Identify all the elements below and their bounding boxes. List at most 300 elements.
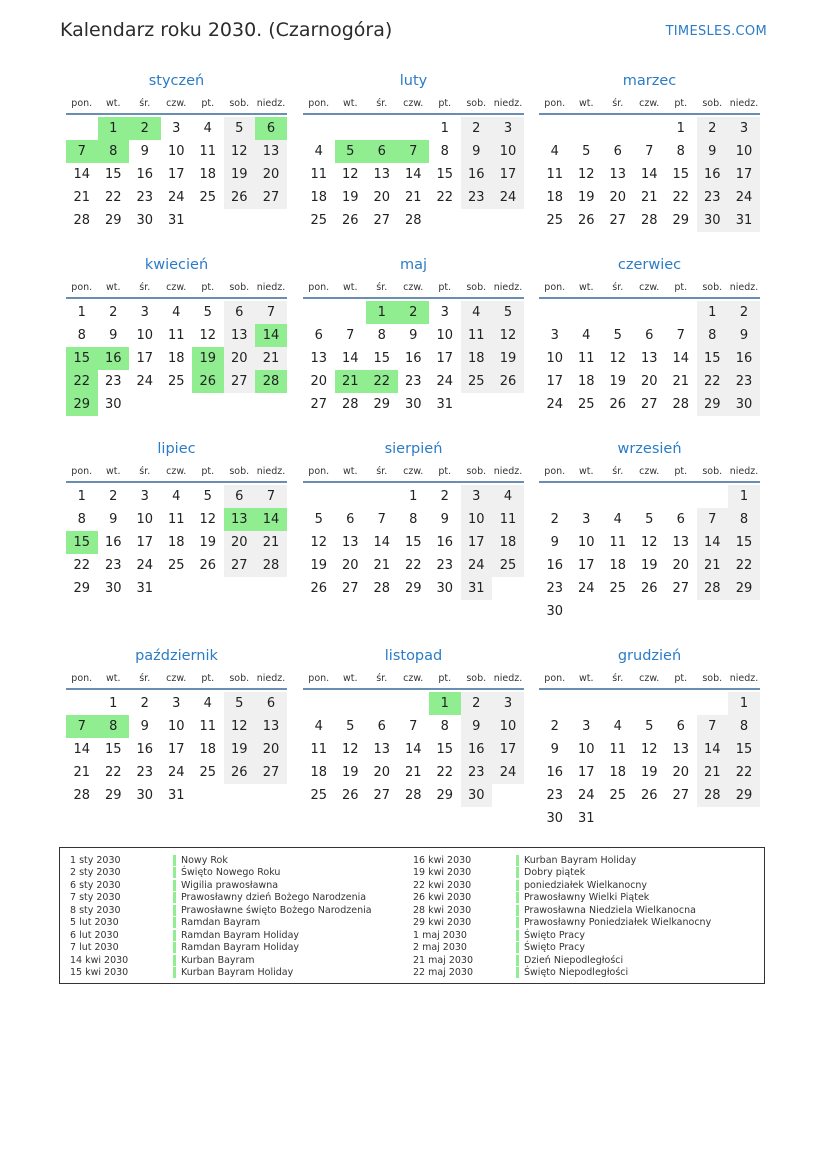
- holiday-name: Ramdan Bayram: [181, 917, 261, 929]
- day-cell: 1: [77, 489, 86, 504]
- weekday-label: niedz.: [256, 673, 286, 684]
- weekday-label: śr.: [139, 98, 151, 109]
- day-cell: 12: [640, 535, 658, 550]
- legend-row: [413, 892, 711, 905]
- day-cell: 10: [546, 351, 564, 366]
- day-cell: 10: [167, 144, 185, 159]
- weekday-label: pon.: [308, 673, 330, 684]
- weekday-label: pon.: [71, 673, 93, 684]
- weekday-label: czw.: [639, 282, 660, 293]
- day-cell: 2: [461, 117, 493, 140]
- day-cell: 21: [255, 531, 287, 554]
- holiday-date: 16 kwi 2030: [413, 854, 472, 866]
- day-cell: 19: [577, 190, 595, 205]
- day-cell: 4: [172, 489, 181, 504]
- empty-cell: [335, 692, 367, 715]
- day-cell: 25: [199, 765, 217, 780]
- day-cell: 15: [728, 531, 760, 554]
- weekday-label: niedz.: [729, 98, 759, 109]
- holiday-day-cell: 21: [335, 370, 367, 393]
- holiday-day-cell: 7: [398, 140, 430, 163]
- day-cell: 29: [728, 784, 760, 807]
- month-block: [66, 254, 287, 416]
- holiday-day-cell: 14: [255, 324, 287, 347]
- day-cell: 28: [697, 784, 729, 807]
- empty-cell: [602, 692, 634, 715]
- month-block: [66, 438, 287, 600]
- day-cell: 22: [104, 190, 122, 205]
- day-cell: 14: [640, 167, 658, 182]
- day-cell: 13: [255, 715, 287, 738]
- day-cell: 21: [672, 374, 690, 389]
- holiday-day-cell: 1: [366, 301, 398, 324]
- day-cell: 16: [136, 742, 154, 757]
- day-cell: 20: [373, 765, 391, 780]
- day-cell: 13: [609, 167, 627, 182]
- day-cell: 14: [697, 738, 729, 761]
- weekday-header: [66, 669, 287, 690]
- day-cell: 28: [73, 213, 91, 228]
- holiday-name: Nowy Rok: [181, 854, 228, 866]
- holiday-day-cell: 6: [366, 140, 398, 163]
- day-cell: 22: [404, 558, 422, 573]
- weekday-label: pon.: [71, 98, 93, 109]
- day-cell: 22: [728, 761, 760, 784]
- weekday-label: sob.: [229, 282, 250, 293]
- day-cell: 6: [224, 485, 256, 508]
- day-cell: 27: [224, 370, 256, 393]
- day-cell: 29: [436, 788, 454, 803]
- day-cell: 26: [224, 186, 256, 209]
- day-cell: 30: [136, 788, 154, 803]
- holiday-marker: [516, 930, 519, 941]
- empty-cell: [366, 692, 398, 715]
- day-cell: 15: [697, 347, 729, 370]
- day-cell: 7: [409, 719, 418, 734]
- day-cell: 29: [73, 581, 91, 596]
- holiday-name: Wigilia prawosławna: [181, 879, 279, 891]
- day-cell: 16: [461, 738, 493, 761]
- month-block: [303, 438, 524, 600]
- holiday-day-cell: 28: [255, 370, 287, 393]
- day-cell: 16: [436, 535, 454, 550]
- day-cell: 2: [697, 117, 729, 140]
- weekday-label: śr.: [612, 98, 624, 109]
- holiday-name: Ramdan Bayram Holiday: [181, 942, 300, 954]
- holiday-name: Prawosławny Poniedziałek Wielkanocny: [524, 917, 712, 929]
- day-cell: 19: [341, 190, 359, 205]
- month-name: luty: [399, 73, 428, 89]
- day-cell: 13: [672, 742, 690, 757]
- day-cell: 23: [104, 558, 122, 573]
- holiday-day-cell: 7: [66, 140, 98, 163]
- day-cell: 31: [728, 209, 760, 232]
- weekday-label: wt.: [342, 98, 358, 109]
- weekday-label: sob.: [229, 98, 250, 109]
- holiday-date: 5 lut 2030: [70, 917, 119, 929]
- day-cell: 3: [550, 328, 559, 343]
- day-cell: 15: [728, 738, 760, 761]
- holiday-date: 26 kwi 2030: [413, 892, 472, 904]
- legend-row: [70, 954, 372, 967]
- day-cell: 27: [672, 788, 690, 803]
- day-cell: 13: [373, 167, 391, 182]
- day-cell: 6: [645, 328, 654, 343]
- day-cell: 4: [613, 719, 622, 734]
- day-cell: 31: [461, 577, 493, 600]
- day-cell: 31: [167, 213, 185, 228]
- weekday-label: niedz.: [493, 466, 523, 477]
- day-cell: 26: [640, 581, 658, 596]
- weekday-label: pt.: [438, 673, 452, 684]
- day-cell: 14: [404, 167, 422, 182]
- day-cell: 8: [728, 715, 760, 738]
- day-grid: [66, 117, 287, 232]
- weekday-label: czw.: [403, 466, 424, 477]
- day-cell: 10: [492, 715, 524, 738]
- empty-cell: [634, 301, 666, 324]
- day-grid: [66, 692, 287, 807]
- empty-cell: [602, 301, 634, 324]
- month-block: [303, 70, 524, 232]
- day-cell: 24: [461, 554, 493, 577]
- day-cell: 18: [492, 531, 524, 554]
- holiday-marker: [173, 855, 176, 866]
- day-cell: 1: [77, 305, 86, 320]
- holiday-date: 15 kwi 2030: [70, 967, 129, 979]
- holiday-marker: [173, 967, 176, 978]
- day-cell: 4: [461, 301, 493, 324]
- day-cell: 12: [224, 715, 256, 738]
- day-cell: 21: [255, 347, 287, 370]
- holiday-marker: [516, 892, 519, 903]
- day-cell: 19: [224, 738, 256, 761]
- holiday-day-cell: 26: [192, 370, 224, 393]
- day-cell: 5: [645, 719, 654, 734]
- weekday-label: pon.: [544, 282, 566, 293]
- day-cell: 4: [613, 512, 622, 527]
- day-cell: 10: [136, 512, 154, 527]
- day-cell: 24: [577, 581, 595, 596]
- weekday-label: pon.: [308, 98, 330, 109]
- day-cell: 14: [341, 351, 359, 366]
- day-cell: 2: [550, 512, 559, 527]
- day-cell: 12: [310, 535, 328, 550]
- legend-row: [413, 954, 711, 967]
- day-cell: 13: [310, 351, 328, 366]
- day-cell: 20: [224, 531, 256, 554]
- weekday-label: pt.: [438, 98, 452, 109]
- day-cell: 21: [697, 554, 729, 577]
- day-cell: 11: [609, 535, 627, 550]
- day-cell: 30: [546, 604, 564, 619]
- brand-link[interactable]: TIMESLES.COM: [665, 24, 767, 39]
- day-cell: 3: [140, 305, 149, 320]
- day-cell: 2: [440, 489, 449, 504]
- weekday-label: pt.: [674, 98, 688, 109]
- day-cell: 14: [404, 742, 422, 757]
- day-cell: 24: [136, 558, 154, 573]
- day-cell: 11: [577, 351, 595, 366]
- day-cell: 18: [310, 190, 328, 205]
- empty-cell: [66, 117, 98, 140]
- day-cell: 7: [255, 301, 287, 324]
- empty-cell: [335, 485, 367, 508]
- holiday-name: Dobry piątek: [524, 867, 586, 879]
- holiday-name: Prawosławny dzień Bożego Narodzenia: [181, 892, 367, 904]
- holiday-legend: [59, 847, 765, 984]
- day-cell: 16: [546, 558, 564, 573]
- day-cell: 9: [461, 140, 493, 163]
- day-cell: 20: [640, 374, 658, 389]
- day-cell: 7: [697, 715, 729, 738]
- month-name: czerwiec: [617, 257, 682, 273]
- day-cell: 19: [341, 765, 359, 780]
- legend-row: [70, 854, 372, 867]
- holiday-day-cell: 14: [255, 508, 287, 531]
- day-cell: 6: [676, 512, 685, 527]
- day-cell: 30: [436, 581, 454, 596]
- day-cell: 12: [341, 742, 359, 757]
- weekday-label: pon.: [544, 98, 566, 109]
- day-grid: [303, 301, 524, 416]
- day-cell: 19: [640, 558, 658, 573]
- day-cell: 18: [546, 190, 564, 205]
- empty-cell: [366, 117, 398, 140]
- day-cell: 17: [461, 531, 493, 554]
- day-cell: 4: [550, 144, 559, 159]
- empty-cell: [634, 485, 666, 508]
- legend-row: [70, 917, 372, 930]
- day-cell: 23: [546, 788, 564, 803]
- day-cell: 4: [582, 328, 591, 343]
- day-cell: 14: [373, 535, 391, 550]
- month-block: [539, 254, 760, 416]
- legend-column-left: [70, 854, 372, 979]
- holiday-date: 6 lut 2030: [70, 929, 119, 941]
- day-cell: 9: [440, 512, 449, 527]
- weekday-header: [303, 94, 524, 115]
- day-cell: 20: [373, 190, 391, 205]
- day-cell: 30: [104, 397, 122, 412]
- legend-row: [70, 892, 372, 905]
- weekday-label: pon.: [308, 466, 330, 477]
- weekday-label: śr.: [612, 466, 624, 477]
- weekday-label: śr.: [139, 466, 151, 477]
- holiday-marker: [173, 880, 176, 891]
- day-cell: 24: [492, 186, 524, 209]
- day-cell: 25: [199, 190, 217, 205]
- weekday-label: czw.: [403, 673, 424, 684]
- month-name: marzec: [622, 73, 677, 89]
- weekday-header: [539, 462, 760, 483]
- day-cell: 6: [377, 719, 386, 734]
- day-cell: 4: [492, 485, 524, 508]
- holiday-day-cell: 1: [98, 117, 130, 140]
- holiday-day-cell: 19: [192, 347, 224, 370]
- month-block: [66, 70, 287, 232]
- day-cell: 27: [373, 788, 391, 803]
- holiday-date: 22 maj 2030: [413, 967, 474, 979]
- day-cell: 21: [697, 761, 729, 784]
- day-cell: 6: [314, 328, 323, 343]
- month-name: listopad: [384, 648, 443, 664]
- day-cell: 12: [577, 167, 595, 182]
- empty-cell: [303, 692, 335, 715]
- holiday-date: 8 sty 2030: [70, 904, 121, 916]
- legend-row: [70, 942, 372, 955]
- day-cell: 24: [728, 186, 760, 209]
- day-cell: 21: [404, 190, 422, 205]
- day-cell: 25: [609, 581, 627, 596]
- weekday-header: [66, 462, 287, 483]
- empty-cell: [335, 301, 367, 324]
- day-cell: 18: [199, 167, 217, 182]
- day-cell: 26: [609, 397, 627, 412]
- day-cell: 19: [609, 374, 627, 389]
- holiday-day-cell: 29: [66, 393, 98, 416]
- day-cell: 17: [436, 351, 454, 366]
- empty-cell: [539, 485, 571, 508]
- day-cell: 10: [167, 719, 185, 734]
- day-cell: 30: [404, 397, 422, 412]
- weekday-header: [303, 462, 524, 483]
- day-cell: 20: [609, 190, 627, 205]
- holiday-name: Kurban Bayram Holiday: [524, 854, 637, 866]
- month-name: lipiec: [157, 441, 196, 457]
- day-cell: 10: [728, 140, 760, 163]
- day-cell: 28: [672, 397, 690, 412]
- day-cell: 30: [461, 784, 493, 807]
- day-cell: 3: [582, 512, 591, 527]
- empty-cell: [571, 692, 603, 715]
- day-cell: 23: [697, 186, 729, 209]
- empty-cell: [571, 117, 603, 140]
- holiday-name: Prawosławna Niedziela Wielkanocna: [524, 904, 696, 916]
- day-cell: 30: [104, 581, 122, 596]
- day-cell: 25: [461, 370, 493, 393]
- holiday-date: 14 kwi 2030: [70, 954, 129, 966]
- weekday-label: śr.: [376, 673, 388, 684]
- day-cell: 17: [167, 742, 185, 757]
- day-cell: 24: [167, 765, 185, 780]
- holiday-date: 19 kwi 2030: [413, 867, 472, 879]
- weekday-label: wt.: [578, 466, 594, 477]
- day-cell: 21: [73, 190, 91, 205]
- day-cell: 7: [346, 328, 355, 343]
- weekday-header: [66, 94, 287, 115]
- empty-cell: [539, 117, 571, 140]
- weekday-label: pt.: [674, 466, 688, 477]
- weekday-label: wt.: [105, 98, 121, 109]
- day-cell: 13: [672, 535, 690, 550]
- holiday-day-cell: 8: [98, 140, 130, 163]
- day-cell: 21: [404, 765, 422, 780]
- day-cell: 11: [546, 167, 564, 182]
- day-cell: 24: [167, 190, 185, 205]
- weekday-header: [303, 278, 524, 299]
- holiday-marker: [516, 867, 519, 878]
- day-cell: 17: [492, 738, 524, 761]
- weekday-header: [539, 669, 760, 690]
- holiday-day-cell: 16: [98, 347, 130, 370]
- day-cell: 8: [697, 324, 729, 347]
- holiday-date: 1 sty 2030: [70, 854, 121, 866]
- day-cell: 22: [104, 765, 122, 780]
- weekday-label: czw.: [166, 466, 187, 477]
- weekday-label: pon.: [308, 282, 330, 293]
- day-cell: 26: [224, 761, 256, 784]
- weekday-label: wt.: [578, 673, 594, 684]
- holiday-date: 6 sty 2030: [70, 879, 121, 891]
- weekday-label: niedz.: [729, 466, 759, 477]
- day-cell: 8: [409, 512, 418, 527]
- day-cell: 9: [109, 328, 118, 343]
- day-cell: 25: [310, 788, 328, 803]
- day-cell: 29: [104, 213, 122, 228]
- month-block: [66, 645, 287, 807]
- weekday-label: śr.: [376, 282, 388, 293]
- day-cell: 5: [314, 512, 323, 527]
- day-grid: [303, 692, 524, 807]
- day-cell: 18: [609, 558, 627, 573]
- empty-cell: [571, 485, 603, 508]
- day-cell: 4: [203, 696, 212, 711]
- day-cell: 1: [697, 301, 729, 324]
- holiday-marker: [516, 955, 519, 966]
- weekday-label: sob.: [466, 282, 487, 293]
- weekday-header: [539, 278, 760, 299]
- empty-cell: [539, 692, 571, 715]
- day-grid: [66, 301, 287, 416]
- day-grid: [539, 301, 760, 416]
- day-cell: 7: [676, 328, 685, 343]
- month-name: sierpień: [384, 441, 443, 457]
- day-cell: 6: [613, 144, 622, 159]
- day-cell: 15: [373, 351, 391, 366]
- day-cell: 19: [224, 163, 256, 186]
- day-cell: 20: [224, 347, 256, 370]
- legend-row: [413, 854, 711, 867]
- holiday-day-cell: 13: [224, 508, 256, 531]
- weekday-label: wt.: [105, 466, 121, 477]
- empty-cell: [66, 692, 98, 715]
- day-cell: 15: [104, 167, 122, 182]
- holiday-day-cell: 8: [98, 715, 130, 738]
- holiday-day-cell: 2: [398, 301, 430, 324]
- day-cell: 1: [676, 121, 685, 136]
- day-cell: 16: [136, 167, 154, 182]
- day-cell: 13: [255, 140, 287, 163]
- day-cell: 18: [199, 742, 217, 757]
- day-cell: 24: [577, 788, 595, 803]
- weekday-label: czw.: [639, 466, 660, 477]
- weekday-label: niedz.: [493, 673, 523, 684]
- month-block: [303, 645, 524, 807]
- day-cell: 20: [341, 558, 359, 573]
- day-cell: 26: [341, 788, 359, 803]
- day-cell: 9: [140, 144, 149, 159]
- day-cell: 26: [640, 788, 658, 803]
- weekday-label: sob.: [466, 98, 487, 109]
- legend-row: [413, 929, 711, 942]
- day-cell: 30: [136, 213, 154, 228]
- holiday-marker: [516, 942, 519, 953]
- weekday-label: pon.: [544, 466, 566, 477]
- day-cell: 15: [404, 535, 422, 550]
- day-grid: [539, 692, 760, 830]
- legend-row: [70, 967, 372, 980]
